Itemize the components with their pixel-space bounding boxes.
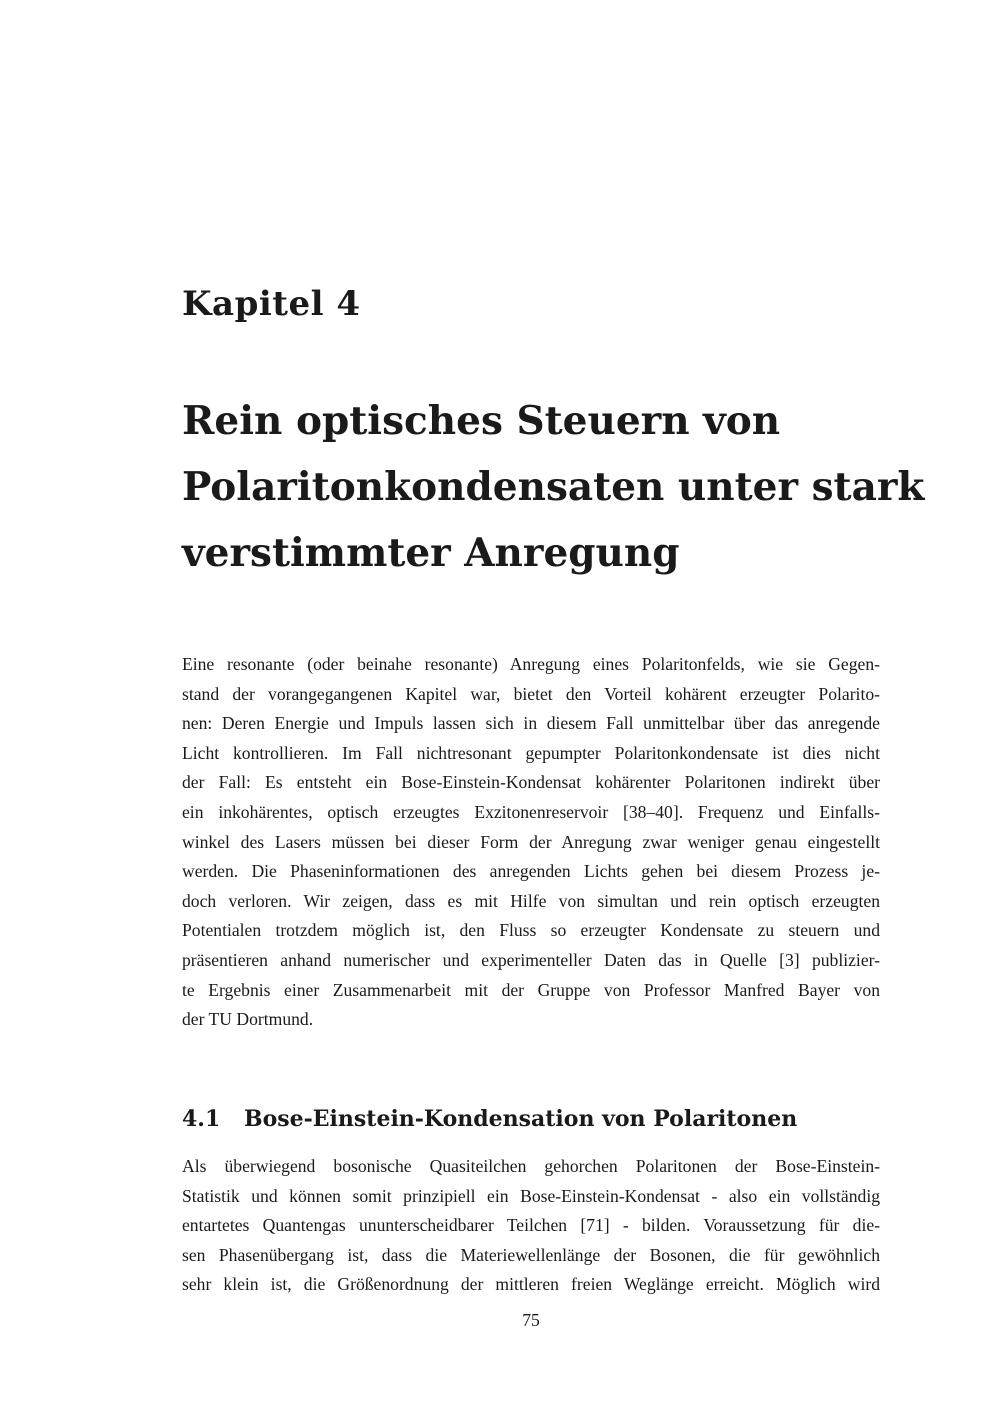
intro-line: doch verloren. Wir zeigen, dass es mit Hilfe von simultan und rein optisch erzeugten xyxy=(182,890,880,911)
intro-line: te Ergebnis einer Zusammenarbeit mit der Gruppe von Professor Manfred Bayer von xyxy=(182,979,880,1000)
section-line: sehr klein ist, die Größenordnung der mittleren freien Weglänge erreicht. Möglich wird xyxy=(182,1274,880,1295)
intro-paragraph xyxy=(182,650,880,1035)
section-line: sen Phasenübergang ist, dass die Materiewellenlänge der Bosonen, die für gewöhnlich xyxy=(182,1244,880,1265)
intro-line: stand der vorangegangenen Kapitel war, bietet den Vorteil kohärent erzeugter Polarito- xyxy=(182,683,880,704)
chapter-title xyxy=(182,388,925,586)
section-paragraph xyxy=(182,1152,880,1300)
intro-line: Licht kontrollieren. Im Fall nichtresonant gepumpter Polaritonkondensate ist dies nicht xyxy=(182,742,880,763)
chapter-title-line: Rein optisches Steuern von xyxy=(182,398,781,444)
intro-line: nen: Deren Energie und Impuls lassen sich in diesem Fall unmittelbar über das anregende xyxy=(182,713,880,734)
section-heading xyxy=(182,1102,797,1136)
intro-line: präsentieren anhand numerischer und experimenteller Daten das in Quelle [3] publizier- xyxy=(182,949,880,970)
page-number: 75 xyxy=(522,1310,540,1330)
intro-line: ein inkohärentes, optisch erzeugtes Exzitonenreservoir [38–40]. Frequenz und Einfalls- xyxy=(182,801,880,822)
section-line: Statistik und können somit prinzipiell ein Bose-Einstein-Kondensat - also ein vollständig xyxy=(182,1185,880,1206)
intro-line: der Fall: Es entsteht ein Bose-Einstein-Kondensat kohärenter Polaritonen indirekt über xyxy=(182,772,880,793)
intro-line: Potentialen trotzdem möglich ist, den Fluss so erzeugter Kondensate zu steuern und xyxy=(182,920,880,941)
chapter-title-line: verstimmter Anregung xyxy=(182,530,680,576)
intro-line: Eine resonante (oder beinahe resonante) Anregung eines Polaritonfelds, wie sie Gegen- xyxy=(182,654,880,674)
intro-line: werden. Die Phaseninformationen des anregenden Lichts gehen bei diesem Prozess je- xyxy=(182,861,880,882)
intro-line: winkel des Lasers müssen bei dieser Form der Anregung zwar weniger genau eingestellt xyxy=(182,831,880,852)
intro-line: der TU Dortmund. xyxy=(182,1009,314,1030)
section-title: Bose-Einstein-Kondensation von Polaritonen xyxy=(244,1106,798,1133)
chapter-title-line: Polaritonkondensaten unter stark xyxy=(182,464,925,510)
section-line: entartetes Quantengas ununterscheidbarer Teilchen [71] - bilden. Voraussetzung für die- xyxy=(182,1215,880,1236)
section-number: 4.1 xyxy=(182,1106,221,1133)
section-line: Als überwiegend bosonische Quasiteilchen gehorchen Polaritonen der Bose-Einstein- xyxy=(182,1156,880,1176)
chapter-label: Kapitel 4 xyxy=(182,284,361,324)
